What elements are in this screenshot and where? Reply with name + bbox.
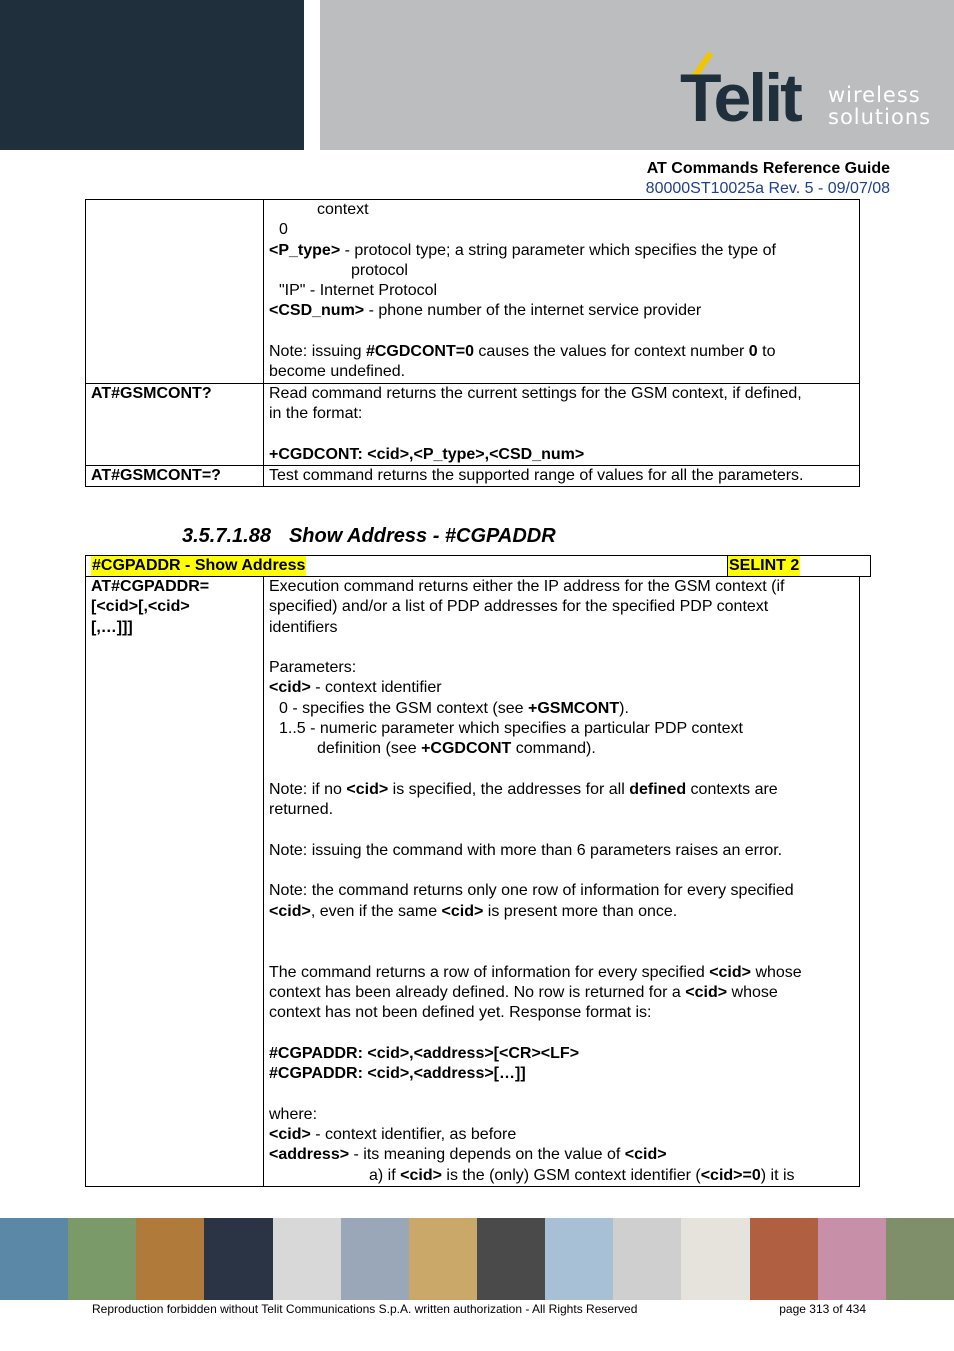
footer-photo xyxy=(409,1218,477,1300)
section-number: 3.5.7.1.88 xyxy=(182,525,271,547)
param-name: <cid> xyxy=(400,1166,442,1184)
text-line xyxy=(269,739,854,759)
text-segment: whose xyxy=(751,963,802,981)
note-command: #CGDCONT=0 xyxy=(365,343,474,361)
text-line xyxy=(269,301,854,321)
footer-photo xyxy=(68,1218,136,1300)
note-text: is present more than once. xyxy=(483,902,678,920)
param-desc: - context identifier xyxy=(310,679,442,697)
param-desc: - context identifier, as before xyxy=(310,1126,517,1144)
param-name: <cid> xyxy=(685,983,728,1001)
note-line: Note: issuing the command with more than 6 parameters raises an error. xyxy=(269,841,783,859)
footer-photo xyxy=(545,1218,613,1300)
footer-photo xyxy=(204,1218,272,1300)
text-line: Execution command returns either the IP address for the GSM context (if xyxy=(269,578,785,595)
description-cell xyxy=(264,200,860,384)
footer-photo xyxy=(750,1218,818,1300)
cgpaddr-table xyxy=(85,576,860,1187)
param-desc: 0 - specifies the GSM context (see xyxy=(279,699,528,717)
text-line: in the format: xyxy=(269,404,363,422)
footer-photo xyxy=(681,1218,749,1300)
table-row xyxy=(86,465,860,486)
text-line: 1..5 - numeric parameter which specifies a particular PDP context xyxy=(279,720,743,738)
footer-photo xyxy=(136,1218,204,1300)
text-line: Read command returns the current settings for the GSM context, if defined, xyxy=(269,384,802,402)
text-segment: whose xyxy=(727,983,778,1001)
response-format: +CGDCONT: <cid>,<P_type>,<CSD_num> xyxy=(269,445,585,463)
footer-photo xyxy=(341,1218,409,1300)
text-line xyxy=(269,445,854,465)
table-row xyxy=(86,577,860,1187)
page-number: page 313 of 434 xyxy=(779,1302,866,1316)
footer-photo xyxy=(818,1218,886,1300)
text-line xyxy=(269,1145,854,1165)
footer-photo xyxy=(0,1218,68,1300)
response-format: #CGPADDR: <cid>,<address>[<CR><LF> xyxy=(269,1044,580,1062)
note-text: contexts are xyxy=(686,780,778,798)
telit-logo xyxy=(676,48,936,138)
param-name: <cid> xyxy=(441,902,484,920)
description-cell xyxy=(264,465,860,486)
table-row xyxy=(86,200,860,384)
text-line: protocol xyxy=(351,261,408,279)
document-revision: 80000ST10025a Rev. 5 - 09/07/08 xyxy=(645,180,890,197)
footer-photo xyxy=(613,1218,681,1300)
note-line xyxy=(269,780,854,800)
param-desc: ). xyxy=(619,699,629,717)
footer-photo xyxy=(273,1218,341,1300)
text-line: Parameters: xyxy=(269,659,357,677)
param-name: <cid> xyxy=(269,679,311,697)
param-name: <address> xyxy=(269,1146,350,1164)
note-line: returned. xyxy=(269,801,334,819)
command-cell: AT#GSMCONT? xyxy=(86,383,264,465)
param-name: <P_type> xyxy=(269,241,341,259)
text-line xyxy=(269,1166,854,1186)
text-line xyxy=(269,1125,854,1145)
selint-badge: SELINT 2 xyxy=(729,557,800,574)
footer-photo xyxy=(886,1218,954,1300)
note-text: Note: if no xyxy=(269,780,347,798)
description-cell xyxy=(264,577,860,1187)
param-desc: command). xyxy=(511,740,596,758)
command-header-label: #CGPADDR - Show Address xyxy=(92,557,306,574)
note-text: Note: issuing xyxy=(269,343,366,361)
command-syntax: [,…]]] xyxy=(91,618,133,636)
param-value: <cid>=0 xyxy=(700,1166,761,1184)
param-name: <CSD_num> xyxy=(269,302,365,320)
text-line: where: xyxy=(269,1105,318,1123)
text-line xyxy=(269,963,854,983)
note-line xyxy=(269,342,854,362)
param-desc: - phone number of the internet service provider xyxy=(364,302,702,320)
footer-photo xyxy=(477,1218,545,1300)
text-line: 0 xyxy=(279,221,288,239)
text-line: Test command returns the supported range of values for all the parameters. xyxy=(269,466,804,484)
text-segment: The command returns a row of information for every specified xyxy=(269,963,710,981)
param-desc: - its meaning depends on the value of xyxy=(349,1146,625,1164)
section-heading xyxy=(182,525,556,548)
document-title: AT Commands Reference Guide xyxy=(646,160,890,177)
text-line: "IP" - Internet Protocol xyxy=(279,282,438,300)
text-line xyxy=(269,699,854,719)
param-name: <cid> xyxy=(346,780,389,798)
description-cell xyxy=(264,383,860,465)
note-text: is specified, the addresses for all xyxy=(388,780,630,798)
logo-wordmark: Telit xyxy=(680,60,800,136)
text-line xyxy=(269,1044,854,1064)
note-line: Note: the command returns only one row of information for every specified xyxy=(269,882,794,900)
param-name: <cid> xyxy=(624,1146,667,1164)
header-banner-dark xyxy=(0,0,304,150)
param-desc: ) it is xyxy=(760,1166,795,1184)
command-syntax: [<cid>[,<cid> xyxy=(91,598,190,616)
param-desc: definition (see xyxy=(317,740,422,758)
copyright-notice: Reproduction forbidden without Telit Communications S.p.A. written authorization - All Rights Reserved xyxy=(92,1302,638,1316)
text-line: specified) and/or a list of PDP addresses for the specified PDP context xyxy=(269,598,769,616)
note-text: to xyxy=(757,343,776,361)
command-cell xyxy=(86,200,264,384)
footer xyxy=(92,1302,866,1316)
cgpaddr-header-row xyxy=(85,555,871,577)
logo-tagline-1: wireless xyxy=(828,83,921,107)
text-line xyxy=(269,241,854,261)
text-line: identifiers xyxy=(269,618,338,636)
logo-tagline xyxy=(828,84,931,128)
note-line: become undefined. xyxy=(269,363,406,381)
note-line xyxy=(269,902,854,922)
command-cell: AT#GSMCONT=? xyxy=(86,465,264,486)
command-cell xyxy=(86,577,264,1187)
document-title-block xyxy=(646,159,890,199)
note-text: causes the values for context number xyxy=(473,343,749,361)
param-desc: is the (only) GSM context identifier ( xyxy=(441,1166,701,1184)
note-text: , even if the same xyxy=(310,902,442,920)
param-name: <cid> xyxy=(709,963,751,981)
text-line: context has not been defined yet. Response format is: xyxy=(269,1004,652,1022)
command-syntax: AT#CGPADDR= xyxy=(91,578,210,595)
gsmcont-table xyxy=(85,199,860,487)
logo-tagline-2: solutions xyxy=(828,105,932,129)
note-value: 0 xyxy=(748,343,758,361)
param-name: <cid> xyxy=(269,1126,311,1144)
text-line xyxy=(269,983,854,1003)
footer-photo-strip xyxy=(0,1218,954,1300)
text-line xyxy=(269,1064,854,1084)
section-title: Show Address - #CGPADDR xyxy=(288,525,556,547)
response-format: #CGPADDR: <cid>,<address>[…]] xyxy=(269,1065,526,1083)
table-row xyxy=(86,383,860,465)
text-line: context xyxy=(317,201,369,218)
param-desc: - protocol type; a string parameter which specifies the type of xyxy=(340,241,776,259)
command-ref: +CGDCONT xyxy=(421,740,512,758)
param-name: <cid> xyxy=(269,902,311,920)
command-ref: +GSMCONT xyxy=(528,699,620,717)
text-line xyxy=(269,678,854,698)
param-desc: a) if xyxy=(369,1166,401,1184)
note-emphasis: defined xyxy=(629,780,687,798)
text-segment: context has been already defined. No row is returned for a xyxy=(269,983,686,1001)
